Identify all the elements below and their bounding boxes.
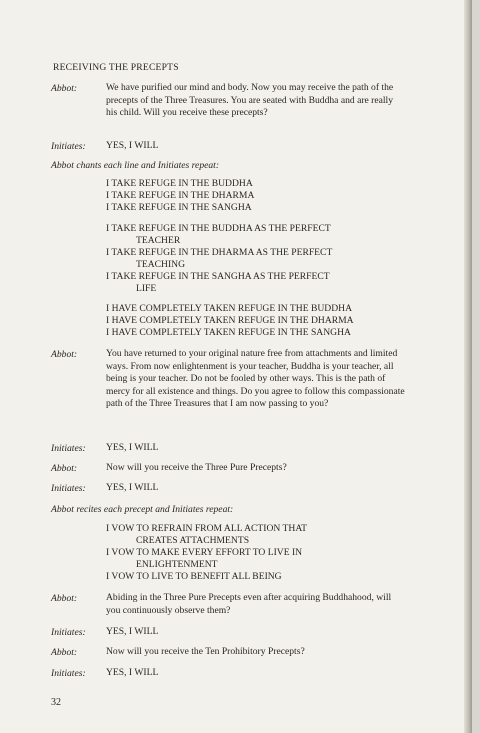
speaker-label: Abbot: <box>51 593 78 604</box>
speaker-label: Abbot: <box>51 349 78 360</box>
stage-direction: Abbot chants each line and Initiates repeat: <box>51 160 220 171</box>
page-spine-shadow <box>464 0 472 733</box>
refuge-line-continuation: LIFE <box>136 283 157 294</box>
vow-line: I VOW TO MAKE EVERY EFFORT TO LIVE IN <box>106 547 303 558</box>
speech-text: We have purified our mind and body. Now you may receive the path of the precepts of the Three Treasures. You are seated with Buddha and are really his child. Will you receive these precepts? <box>106 82 394 119</box>
vows-block <box>106 523 307 583</box>
vow-line: I VOW TO LIVE TO BENEFIT ALL BEING <box>106 571 282 582</box>
refuge-line-continuation: TEACHING <box>136 259 186 270</box>
speech-text: YES, I WILL <box>106 140 159 151</box>
vow-line: I VOW TO REFRAIN FROM ALL ACTION THAT <box>106 523 308 534</box>
refuge-line: I HAVE COMPLETELY TAKEN REFUGE IN THE DHARMA <box>106 315 354 326</box>
speech-text: YES, I WILL <box>106 626 159 637</box>
refuge-line: I TAKE REFUGE IN THE DHARMA <box>106 190 255 201</box>
speech-text: Now will you receive the Three Pure Precepts? <box>106 462 287 473</box>
refuge-line: I TAKE REFUGE IN THE BUDDHA AS THE PERFECT <box>106 223 331 234</box>
speech-text: YES, I WILL <box>106 442 159 453</box>
refuge-line-continuation: TEACHER <box>136 235 181 246</box>
speaker-label: Abbot: <box>51 647 78 658</box>
speech-text: YES, I WILL <box>106 667 159 678</box>
section-heading: RECEIVING THE PRECEPTS <box>53 62 179 73</box>
speech-text: You have returned to your original nature free from attachments and limited ways. From now enlightenment is your teacher, Buddha is your teacher, all being is your teacher. Do not be fooled by other ways. This is the path of mercy for all existence and things. Do you agree to follow this compassionate path of the Three Treasures that I am now passing to you? <box>106 348 405 410</box>
vow-line-continuation: CREATES ATTACHMENTS <box>136 535 250 546</box>
stage-direction: Abbot recites each precept and Initiates repeat: <box>51 504 234 515</box>
speech-text: Now will you receive the Ten Prohibitory Precepts? <box>106 646 305 657</box>
refuge-block-1 <box>106 178 254 214</box>
refuge-line: I HAVE COMPLETELY TAKEN REFUGE IN THE BUDDHA <box>106 303 353 314</box>
refuge-line: I TAKE REFUGE IN THE SANGHA AS THE PERFECT <box>106 271 330 282</box>
speaker-label: Initiates: <box>51 443 86 454</box>
page-number: 32 <box>51 697 61 708</box>
refuge-block-3 <box>106 303 354 339</box>
speaker-label: Initiates: <box>51 668 86 679</box>
vow-line-continuation: ENLIGHTENMENT <box>136 559 218 570</box>
speaker-label: Initiates: <box>51 483 86 494</box>
speaker-label: Abbot: <box>51 463 78 474</box>
refuge-block-2 <box>106 223 332 295</box>
speech-text: Abiding in the Three Pure Precepts even after acquiring Buddhahood, will you continuously observe them? <box>106 592 392 616</box>
refuge-line: I HAVE COMPLETELY TAKEN REFUGE IN THE SANGHA <box>106 327 351 338</box>
speaker-label: Abbot: <box>51 83 78 94</box>
refuge-line: I TAKE REFUGE IN THE DHARMA AS THE PERFECT <box>106 247 333 258</box>
refuge-line: I TAKE REFUGE IN THE SANGHA <box>106 202 252 213</box>
refuge-line: I TAKE REFUGE IN THE BUDDHA <box>106 178 253 189</box>
speaker-label: Initiates: <box>51 627 86 638</box>
speaker-label: Initiates: <box>51 141 86 152</box>
speech-text: YES, I WILL <box>106 482 159 493</box>
